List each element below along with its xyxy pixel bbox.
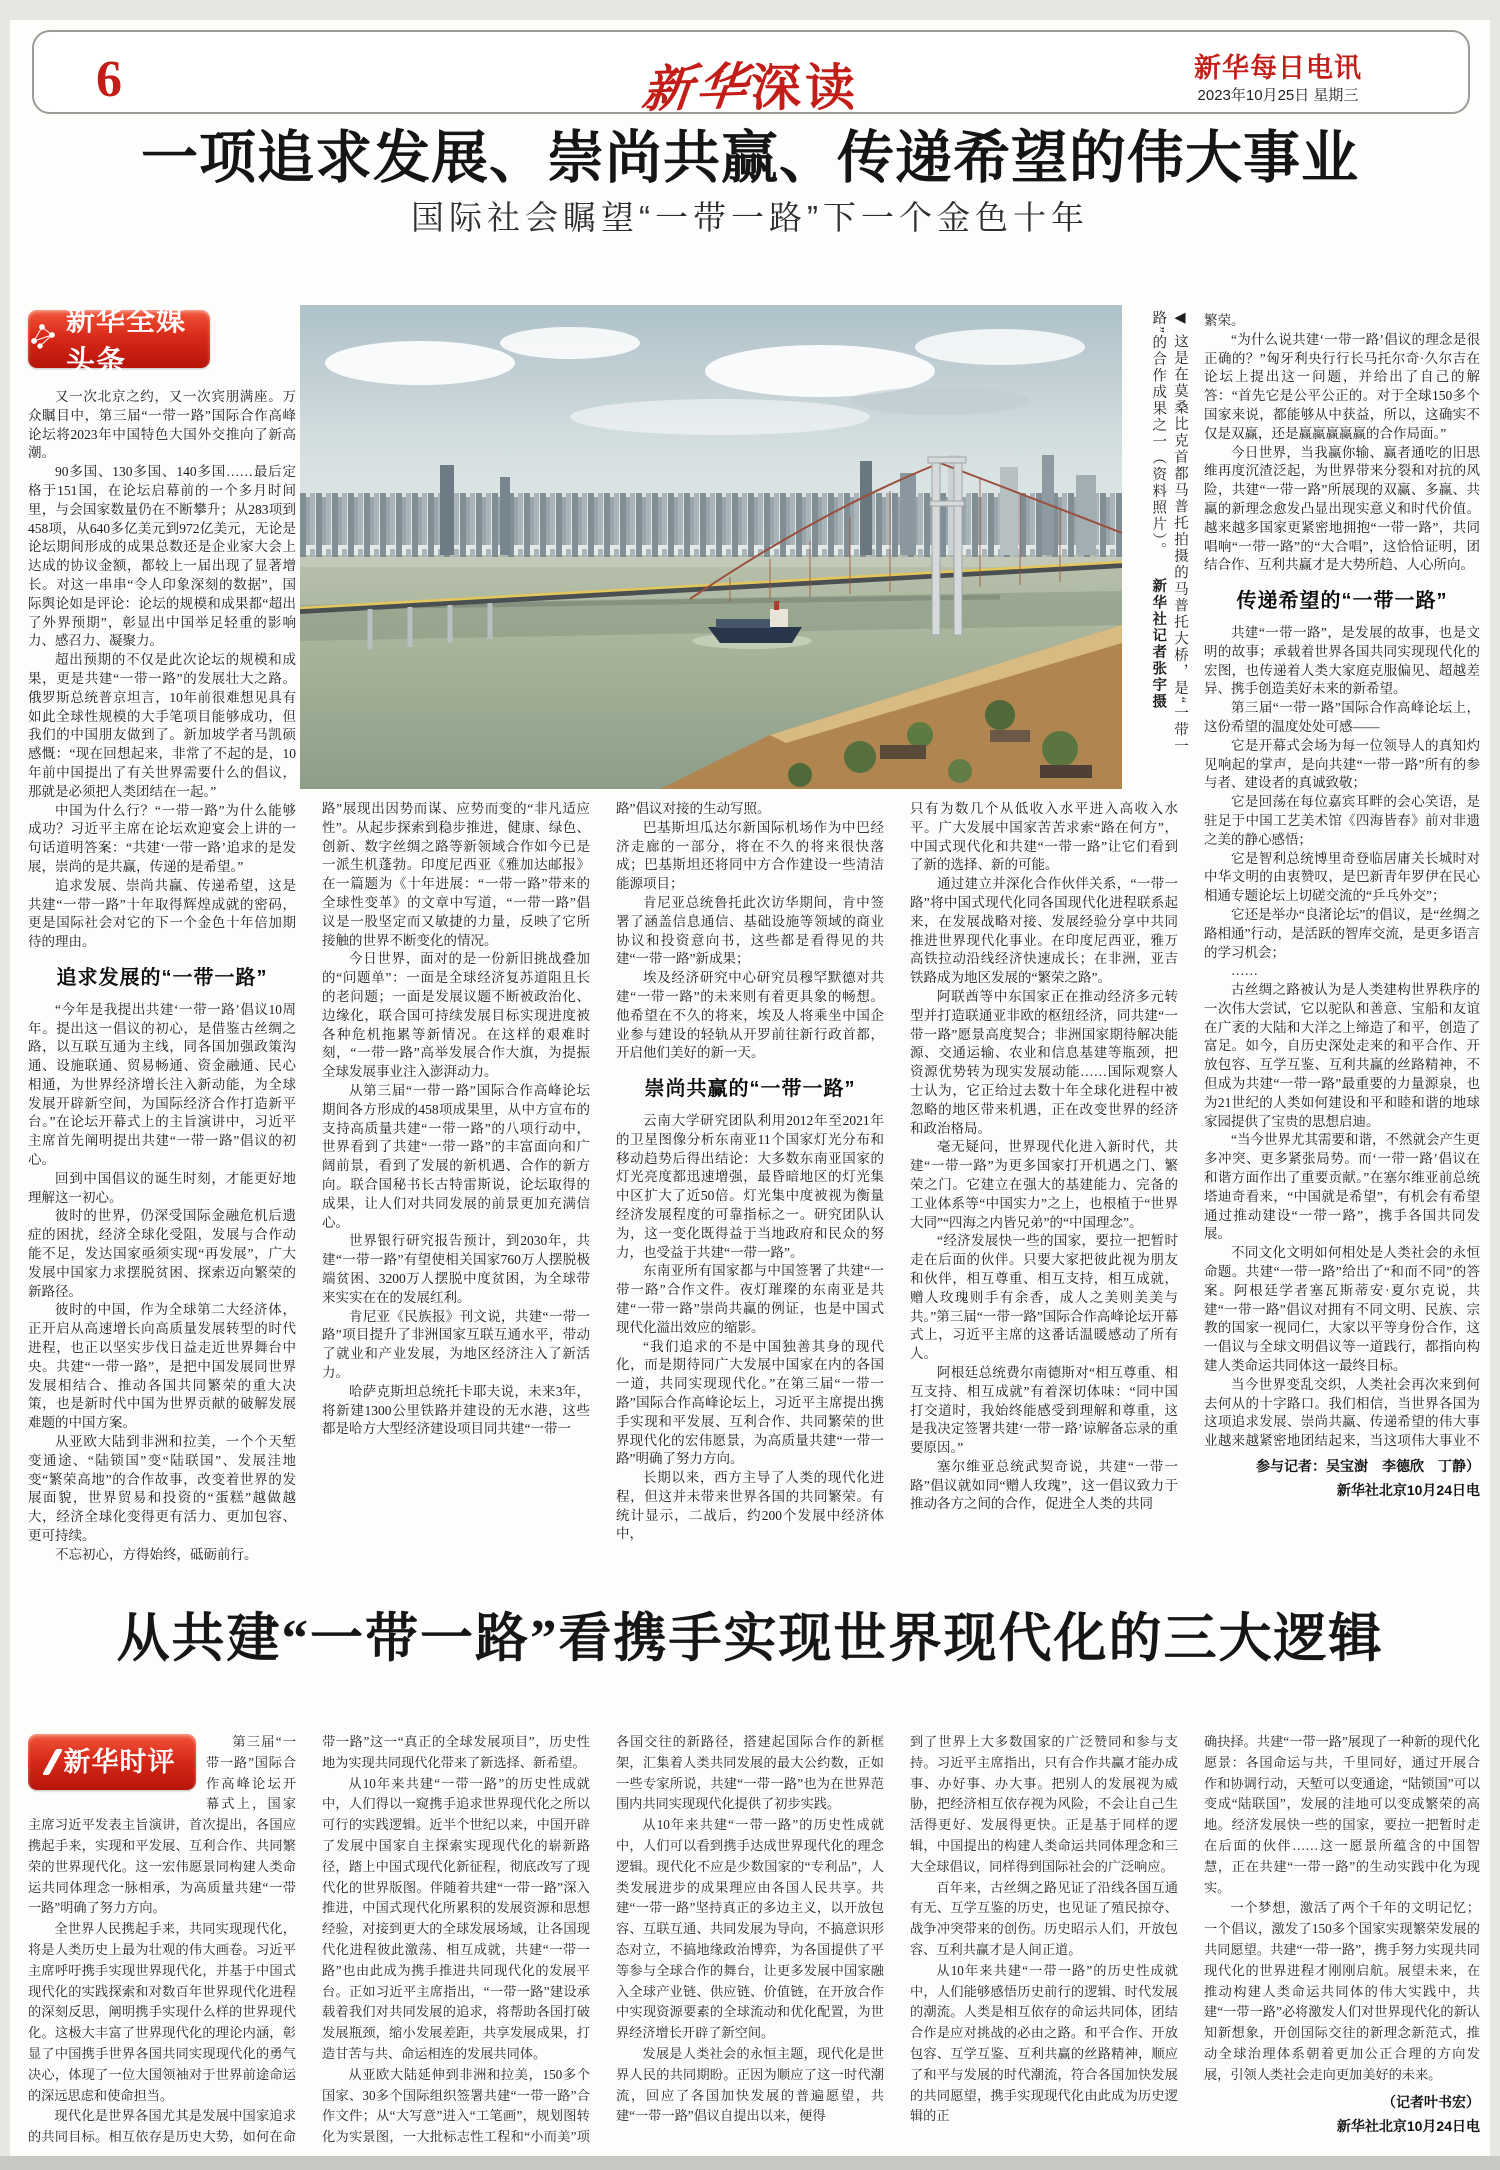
lead-headline: 一项追求发展、崇尚共赢、传递希望的伟大事业 <box>141 127 1359 190</box>
commentary-column-1: 新华时评 第三届“一带一路”国际合作高峰论坛开幕式上，国家主席习近平发表主旨演讲，首次提出，各国应携起手来，实现和平发展、互利合作、共同繁荣的世界现代化。这一宏伟愿景同构建人类命运共同体理念一脉相承，为高质量共建“一带一路”明确了努力方向。 全世界人民携起手来，共同实现现代化，将是人类历史上最为壮观的伟大画卷。习近平主席呼吁携手实现世界现代化，并基于中国式现代化的实践探索和对数百年世界现代化进程的深刻反思，阐明携手实现什么样的世界现代化。这极大丰富了世界现代化的理论内涵，彰显了中国携手世界各国共同实现现代化的勇气决心，体现了一位大国领袖对于世界前途命运的深远思虑和使命担当。 现代化是世界各国尤其是发展中国家追求的共同目标。相互依存是历史大势，如何在命 <box>28 1734 296 2145</box>
scan-bottom-edge <box>0 2156 1500 2170</box>
commentary-column-5: 确抉择。共建“一带一路”展现了一种新的现代化愿景：各国命运与共，千里同好，通过开展合作和协调行动，天堑可以变通途，“陆锁国”可以变成“陆联国”，发展的洼地可以变成繁荣的高地。经济发展快一些的国家，要拉一把暂时走在后面的伙伴……这一愿景所蕴含的中国智慧，正在共建“一带一路”的生动实践中化为现实。 一个梦想，激活了两个千年的文明记忆；一个倡议，激发了150多个国家实现繁荣发展的共同愿望。共建“一带一路”，携手努力实现共同现代化的世界进程才刚刚启航。展望未来，在推动构建人类命运共同体的伟大实践中，共建“一带一路”必将激发人们对世界现代化的新认知新想象，开创国际交往的新理念新范式，推动全球治理体系朝着更加公正合理的方向发展，引领人类社会走向更加美好的未来。 <box>1204 1734 1480 2082</box>
commentary-byline-dateline: 新华社北京10月24日电 <box>1336 2118 1480 2134</box>
lead-badge <box>28 305 210 378</box>
lead-byline <box>1204 1452 1480 1502</box>
photo-caption-text: ◀ 这是在莫桑比克首都马普托拍摄的马普托大桥，是“一带一路”的合作成果之一（资料照片）。 <box>1150 310 1188 755</box>
commentary-column-3: 各国交往的新路径，搭建起国际合作的新框架，汇集着人类共同发展的最大公约数，正如一些专家所说，共建“一带一路”也为在世界范围内共同实现现代化提供了初步实践。 从10年来共建“一带一路”的历史性成就中，人们可以看到携手达成世界现代化的理念逻辑。现代化不应是少数国家的“专利品”，人类发展进步的成果理应由各国人民共享。共建“一带一路”坚持真正的多边主义，以开放包容、互联互通、共同发展为导向，不搞意识形态对立，不搞地缘政治博弈，为各国提供了平等参与全球合作的舞台，让更多发展中国家融入全球产业链、供应链、价值链，在开放合作中实现资源要素的全球流动和优化配置，为世界经济增长开辟了新空间。 发展是人类社会的永恒主题，现代化是世界人民的共同期盼。正因为顺应了这一时代潮流，回应了各国加快发展的普遍愿望，共建“一带一路”倡议自提出以来，便得 <box>616 1734 884 2124</box>
lead-column-1: 又一次北京之约，又一次宾朋满座。万众瞩目中，第三届“一带一路”国际合作高峰论坛将2023年中国特色大国外交推向了新高潮。 90多国、130多国、140多国……最后定格于151国，在论坛启幕前的一个多月时间里，与会国家数量仍在不断攀升；从283项到458项，从640多亿美元到972亿美元，无论是论坛期间形成的成果总数还是企业家大会上达成的协议金额，都较上一届出现了显著增长。对这一串串“令人印象深刻的数据”，国际舆论如是评论：论坛的规模和成果都“超出了外界预期”，彰显出中国举足轻重的影响力、感召力、凝聚力。 超出预期的不仅是此次论坛的规模和成果，更是共建“一带一路”的发展壮大之路。俄罗斯总统普京坦言，10年前很难想见具有如此全球性规模的大手笔项目能够成功，但我们的中国朋友做到了。新加坡学者马凯硕感慨：“现在回想起来，非常了不起的是，10年前中国提出了有关世界需要什么的倡议，那就是必须把人类团结在一起。” 中国为什么行？“一带一路”为什么能够成功？习近平主席在论坛欢迎宴会上讲的一句话道明答案：“共建‘一带一路’追求的是发展，崇尚的是共赢，传递的是希望。” 追求发展、崇尚共赢、传递希望，这是共建“一带一路”十年取得辉煌成就的密码，更是国际社会对它的下一个金色十年倍加期待的理由。 追求发展的“一带一路” “今年是我提出共建‘一带一路’倡议10周年。提出这一倡议的初心，是借鉴古丝绸之路，以互联互通为主线，同各国加强政策沟通、设施联通、贸易畅通、资金融通、民心相通，为世界经济增长注入新动能，为全球发展开辟新空间，为国际经济合作打造新平台。”在论坛开幕式上的主旨演讲中，习近平主席首先阐明提出共建“一带一路”倡议的初心。 回到中国倡议的诞生时刻，才能更好地理解这一初心。 彼时的世界，仍深受国际金融危机后遗症的困扰，经济全球化受阻，发展与合作动能不足，发达国家亟须实现“再发展”，广大发展中国家力求摆脱贫困、探索迈向繁荣的新路径。 彼时的中国，作为全球第二大经济体，正开启从高速增长向高质量发展转型的时代进程，也正以坚实步伐日益走近世界舞台中央。共建“一带一路”，是把中国发展同世界发展相结合、推动各国共同繁荣的重大决策，也是新时代中国为世界贡献的破解发展难题的中国方案。 从亚欧大陆到非洲和拉美，一个个天堑变通途、“陆锁国”变“陆联国”、发展洼地变“繁荣高地”的合作故事，改变着世界的发展面貌，世界贸易和投资的“蛋糕”越做越大，经济全球化变得更有活力、更加包容、更可持续。 不忘初心，方得始终，砥砺前行。 <box>28 389 296 1562</box>
constellation-icon <box>28 320 58 358</box>
lead-badge-label: 新华全媒头条 <box>66 305 187 378</box>
lead-byline-dateline: 新华社北京10月24日电 <box>1336 1482 1480 1498</box>
photo-credit: 新华社记者张宇摄 <box>1150 578 1167 711</box>
lead-column-2: 路”展现出因势而谋、应势而变的“非凡适应性”。从起步探索到稳步推进，健康、绿色、创新、数字丝绸之路等新领域合作如今已是一派生机蓬勃。印度尼西亚《雅加达邮报》在一篇题为《十年进展：“一带一路”带来的全球性变革》的文章中写道，“一带一路”倡议是一股坚定而又敏捷的力量，反映了它所接触的世界不断变化的情况。 今日世界，面对的是一份新旧挑战叠加的“问题单”：一面是全球经济复苏道阻且长的老问题；一面是发展议题不断被政治化、边缘化，联合国可持续发展目标实现进度被各种危机拖累等新情况。在这样的艰难时刻，“一带一路”高举发展合作大旗，为提振全球发展事业注入澎湃动力。 从第三届“一带一路”国际合作高峰论坛期间各方形成的458项成果里，从中方宣布的支持高质量共建“一带一路”的八项行动中，世界看到了共建“一带一路”的丰富面向和广阔前景，看到了发展的新机遇、合作的新方向。联合国秘书长古特雷斯说，论坛取得的成果，让人们对共同发展的前景更加充满信心。 世界银行研究报告预计，到2030年，共建“一带一路”有望使相关国家760万人摆脱极端贫困、3200万人摆脱中度贫困，为全球带来实实在在的发展红利。 肯尼亚《民族报》刊文说，共建“一带一路”项目提升了非洲国家互联互通水平，带动了就业和产业发展，为地区经济注入了新活力。 哈萨克斯坦总统托卡耶夫说，未来3年，将新建1300公里铁路并建设的无水港，这些都是哈方大型经济建设项目同共建“一带一 <box>322 801 590 1437</box>
lead-column-4: 只有为数几个从低收入水平进入高收入水平。广大发展中国家苦苦求索“路在何方”，中国式现代化和共建“一带一路”让它们看到了新的选择、新的可能。 通过建立并深化合作伙伴关系，“一带一路”将中国式现代化同各国现代化进程联系起来，在发展战略对接、发展经验分享中共同推进世界现代化事业。在印度尼西亚，雅万高铁拉动沿线经济快速成长；在非洲，亚吉铁路成为地区发展的“繁荣之路”。 阿联酋等中东国家正在推动经济多元转型并打造联通亚非欧的枢纽经济，同共建“一带一路”愿景高度契合；非洲国家期待解决能源、交通运输、农业和信息基建等瓶颈，把资源优势转为现实发展动能……国际观察人士认为，它正给过去数十年全球化进程中被忽略的地区带来机遇，正在改变世界的经济和政治格局。 毫无疑问，世界现代化进入新时代，共建“一带一路”为更多国家打开机遇之门、繁荣之门。它建立在强大的基建能力、完备的工业体系等“中国实力”之上，也根植于“世界大同”“四海之内皆兄弟”的“中国理念”。 “经济发展快一些的国家，要拉一把暂时走在后面的伙伴。只要大家把彼此视为朋友和伙伴，相互尊重、相互支持，相互成就，赠人玫瑰则手有余香，成人之美则美美与共。”第三届“一带一路”国际合作高峰论坛开幕式上，习近平主席的这番话温暖感动了所有人。 阿根廷总统费尔南德斯对“相互尊重、相互支持、相互成就”有着深切体味：“同中国打交道时，我始终能感受到理解和尊重，这是我决定签署共建‘一带一路’谅解备忘录的重要原因。” 塞尔维亚总统武契奇说，共建“一带一路”倡议就如同“赠人玫瑰”，这一倡议致力于推动各方之间的合作，促进全人类的共同 <box>910 801 1178 1512</box>
commentary-byline <box>1204 2086 1480 2138</box>
newspaper-page <box>10 20 1490 2156</box>
lead-subheadline: 国际社会瞩望“一带一路”下一个金色十年 <box>411 199 1089 236</box>
lead-column-3: 路”倡议对接的生动写照。 巴基斯坦瓜达尔新国际机场作为中巴经济走廊的一部分，将在不久的将来很快落成；巴基斯坦还将同中方合作建设一些清洁能源项目； 肯尼亚总统鲁托此次访华期间，肯中签署了涵盖信息通信、基础设施等领域的商业协议和投资意向书，这些都是看得见的共建“一带一路”新成果； 埃及经济研究中心研究员穆罕默德对共建“一带一路”的未来则有着更具象的畅想。他希望在不久的将来，埃及人将乘坐中国企业参与建设的轻轨从开罗前往新行政首都，开启他们美好的新一天。 崇尚共赢的“一带一路” 云南大学研究团队利用2012年至2021年的卫星图像分析东南亚11个国家灯光分布和移动趋势后得出结论：大多数东南亚国家的灯光亮度都迅速增强，最昏暗地区的灯光集中区扩大了近50倍。灯光集中度被视为衡量经济发展程度的可靠指标之一。研究团队认为，这一变化既得益于当地政府和民众的努力，也受益于共建“一带一路”。 东南亚所有国家都与中国签署了共建“一带一路”合作文件。夜灯璀璨的东南亚是共建“一带一路”崇尚共赢的例证，也是中国式现代化溢出效应的缩影。 “我们追求的不是中国独善其身的现代化，而是期待同广大发展中国家在内的各国一道，共同实现现代化。”在第三届“一带一路”国际合作高峰论坛上，习近平主席提出携手实现和平发展、互利合作、共同繁荣的世界现代化的宏伟愿景，为高质量共建“一带一路”明确了努力方向。 长期以来，西方主导了人类的现代化进程，但这并未带来世界各国的共同繁荣。有统计显示，二战后，约200个发展中经济体中， <box>616 801 884 1542</box>
masthead-script-part: 新华 <box>639 58 754 118</box>
header-box <box>32 30 1470 118</box>
paper-logo: 新华每日电讯 <box>1194 53 1362 83</box>
maputo-bridge-photo <box>300 305 1122 789</box>
commentary-byline-reporter: （记者叶书宏） <box>1382 2094 1480 2110</box>
brush-slash-icon <box>42 1749 63 1775</box>
commentary-column-2: 带一路”这一“真正的全球发展项目”，历史性地为实现共同现代化带来了新选择、新希望。 从10年来共建“一带一路”的历史性成就中，人们得以一窥携手追求世界现代化之所以可行的实践逻辑。近半个世纪以来，中国开辟了发展中国家自主探索实现现代化的崭新路径，踏上中国式现代化新征程，彻底改写了现代化的世界版图。伴随着共建“一带一路”深入推进，中国式现代化所累积的发展资源和思想经验，对接到更大的全球发展场域，让各国现代化进程彼此激荡、相互成就，共建“一带一路”也由此成为携手推进共同现代化的发展平台。正如习近平主席指出，“一带一路”建设承载着我们对共同发展的追求，将帮助各国打破发展瓶颈，缩小发展差距，共享发展成果，打造甘苦与共、命运相连的发展共同体。 从亚欧大陆延伸到非洲和拉美，150多个国家、30多个国际组织签署共建“一带一路”合作文件；从“大写意”进入“工笔画”，规划图转化为实景图，一大批标志性工程和“小而美”项 <box>322 1734 590 2145</box>
commentary-headline: 从共建“一带一路”看携手实现世界现代化的三大逻辑 <box>116 1610 1384 1668</box>
masthead-rest-part: 深读 <box>751 60 859 116</box>
lead-byline-reporters: 参与记者：吴宝澍 李德欣 丁静） <box>1256 1458 1480 1474</box>
paper-date: 2023年10月25日 星期三 <box>1197 87 1359 104</box>
page-number: 6 <box>96 51 122 108</box>
commentary-column-4: 到了世界上大多数国家的广泛赞同和参与支持。习近平主席指出，只有合作共赢才能办成事、办好事、办大事。把别人的发展视为威胁，把经济相互依存视为风险，不会让自己生活得更好、发展得更快。正是基于同样的逻辑，中国提出的构建人类命运共同体理念和三大全球倡议，同样得到国际社会的广泛响应。 百年来，古丝绸之路见证了沿线各国互通有无、互学互鉴的历史，也见证了殖民掠夺、战争冲突带来的创伤。历史昭示人们，开放包容、互利共赢才是人间正道。 从10年来共建“一带一路”的历史性成就中，人们能够感悟历史前行的逻辑、时代发展的潮流。人类是相互依存的命运共同体，团结合作是应对挑战的必由之路。和平合作、开放包容、互学互鉴、互利共赢的丝路精神，顺应了和平与发展的时代潮流，符合各国加快发展的共同愿望，携手实现现代化由此成为历史逻辑的正 <box>910 1734 1178 2124</box>
commentary-badge-label: 新华时评 <box>63 1746 176 1777</box>
photo-caption <box>1126 310 1190 788</box>
lead-column-5: 繁荣。 “为什么说共建‘一带一路’倡议的理念是很正确的？”匈牙利央行行长马托尔奇·久尔吉在论坛上提出这一问题，并给出了自己的解答：“首先它是公平公正的。对于全球150多个国家来说，都能够从中获益，所以，这确实不仅是双赢，还是赢赢赢赢赢的合作局面。” 今日世界，当我赢你输、赢者通吃的旧思维再度沉渣泛起，为世界带来分裂和对抗的风险，共建“一带一路”所展现的双赢、多赢、共赢的新理念愈发凸显出现实意义和时代价值。越来越多国家更紧密地拥抱“一带一路”，共同唱响“一带一路”的“大合唱”，这恰恰证明，团结合作、互利共赢才是大势所趋、人心所向。 传递希望的“一带一路” 共建“一带一路”，是发展的故事，也是文明的故事；承载着世界各国共同实现现代化的宏图，也传递着人类大家庭克服偏见、超越差异、携手创造美好未来的新希望。 第三届“一带一路”国际合作高峰论坛上，这份希望的温度处处可感—— 它是开幕式会场为每一位领导人的真知灼见响起的掌声，是向共建“一带一路”所有的参与者、建设者的真诚致敬； 它是回荡在每位嘉宾耳畔的会心笑语，是驻足于中国工艺美术馆《四海皆春》前对非遗之美的静心感悟； 它是智利总统博里奇登临居庸关长城时对中华文明的由衷赞叹，是巴新青年罗伊在民心相通专题论坛上切磋交流的“乒乓外交”； 它还是举办“良渚论坛”的倡议，是“丝绸之路相通”行动，是活跃的智库交流，是更多语言的学习机会； …… 古丝绸之路被认为是人类建构世界秩序的一次伟大尝试，它以驼队和善意、宝船和友谊在广袤的大陆和大洋之上缔造了和平，创造了富足。如今，自历史深处走来的和平合作、开放包容、互学互鉴、互利共赢的丝路精神，不但成为共建“一带一路”最重要的力量源泉，也为21世纪的人类如何建设和平和睦和谐的地球家园提供了宝贵的思想启迪。 “当今世界尤其需要和谐，不然就会产生更多冲突、更多紧张局势。而‘一带一路’倡议在和谐方面作出了重要贡献。”在塞尔维亚前总统塔迪奇看来，“中国就是希望”，有机会有希望通过推动建设“一带一路”，携手各国共同发展。 不同文化文明如何相处是人类社会的永恒命题。共建“一带一路”给出了“和而不同”的答案。阿根廷学者塞瓦斯蒂安·夏尔克说，共建“一带一路”倡议对拥有不同文明、民族、宗教的国家一视同仁，大家以平等身份合作，这一倡议与全球文明倡议等一道践行，都指向构建人类命运共同体这一最终目标。 当今世界变乱交织，人类社会再次来到何去何从的十字路口。我们相信，当世界各国为这项追求发展、崇尚共赢、传递希望的伟大事业越来越紧密地团结起来，当这项伟大事业不 <box>1204 313 1480 1448</box>
commentary-badge <box>28 1734 196 1790</box>
